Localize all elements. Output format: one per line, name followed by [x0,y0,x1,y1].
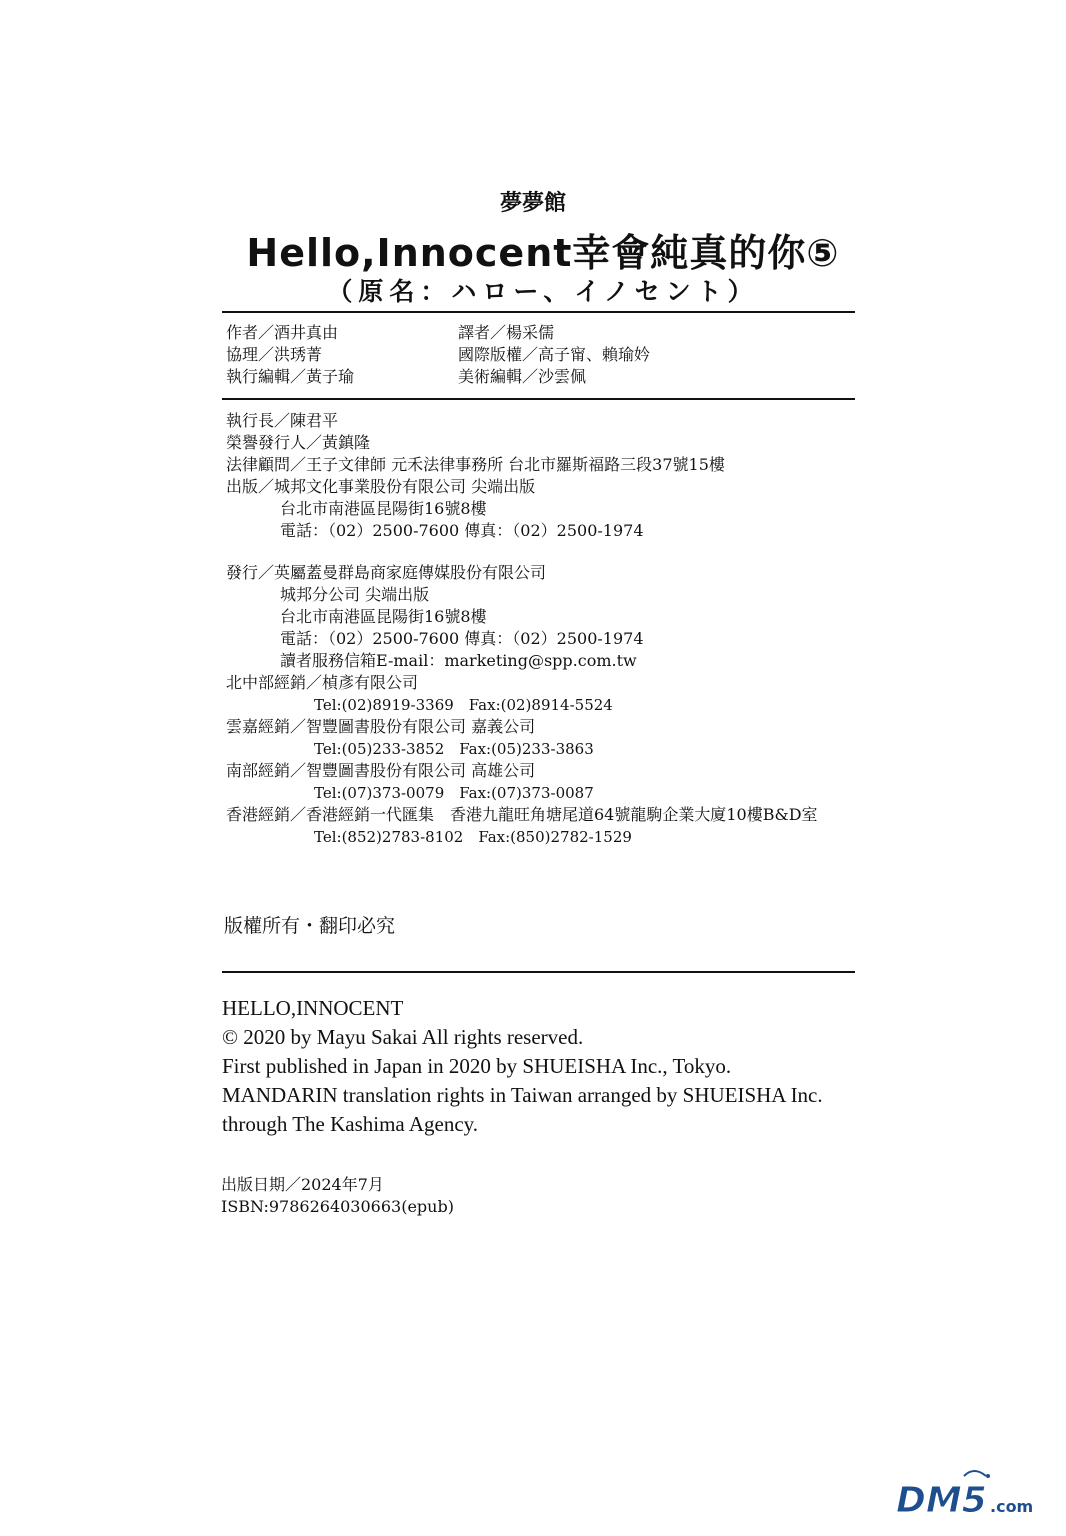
staff-block [226,410,725,542]
credit-manager: 協理／洪琇菁 [226,345,323,364]
divider-credits [222,398,855,400]
credit-author: 作者／酒井真由 [226,323,339,342]
distributor-address: 台北市南港區昆陽街16號8樓 [280,607,487,626]
distribution-block [226,562,818,848]
isbn: ISBN:9786264030663(epub) [221,1197,454,1216]
staff-honorary-publisher: 榮譽發行人／黃鎮隆 [226,433,371,452]
original-title: （原名：ハロー、イノセント） [327,277,759,306]
dm5-watermark-logo [896,1466,1046,1524]
watermark-brand: DM5 [896,1480,987,1520]
publication-date: 出版日期／2024年7月 [221,1175,384,1194]
distributor-branch: 城邦分公司 尖端出版 [280,585,430,604]
watermark-domain: .com [990,1497,1034,1516]
book-title: Hello,Innocent幸會純真的你⑤ [246,231,840,275]
credit-editor: 執行編輯／黃子瑜 [226,367,355,386]
imprint-name: 夢夢館 [499,191,566,216]
regional-chiayi: 雲嘉經銷／智豐圖書股份有限公司 嘉義公司 [226,717,536,736]
english-first-published: First published in Japan in 2020 by SHUEISHA Inc., Tokyo. [222,1054,732,1078]
english-copyright-line: © 2020 by Mayu Sakai All rights reserved. [222,1025,584,1049]
regional-south: 南部經銷／智豐圖書股份有限公司 高雄公司 [226,761,536,780]
credits-left [226,322,354,388]
staff-publisher: 出版／城邦文化事業股份有限公司 尖端出版 [226,477,536,496]
publisher-address: 台北市南港區昆陽街16號8樓 [280,499,487,518]
english-copyright [222,994,823,1139]
copyright-notice: 版權所有・翻印必究 [224,915,396,937]
staff-legal-counsel: 法律顧問／王子文律師 元禾法律事務所 台北市羅斯福路三段37號15樓 [226,455,725,474]
regional-hongkong: 香港經銷／香港經銷一代匯集 香港九龍旺角塘尾道64號龍駒企業大廈10樓B&D室 [226,805,818,824]
distributor-email: 讀者服務信箱E-mail：marketing@spp.com.tw [280,651,637,670]
english-translation-rights: MANDARIN translation rights in Taiwan arranged by SHUEISHA Inc. [222,1083,823,1107]
credit-rights: 國際版權／高子甯、賴瑜妗 [458,345,651,364]
regional-hongkong-contact: Tel:(852)2783-8102 Fax:(850)2782-1529 [314,828,632,846]
publisher-phone: 電話：（02）2500-7600 傳真：（02）2500-1974 [280,521,644,540]
distributor-phone: 電話：（02）2500-7600 傳真：（02）2500-1974 [280,629,644,648]
divider-top [222,311,855,313]
english-agency: through The Kashima Agency. [222,1112,479,1136]
publication-info [221,1174,454,1218]
credit-translator: 譯者／楊采儒 [458,323,555,342]
distributor: 發行／英屬蓋曼群島商家庭傳媒股份有限公司 [226,563,547,582]
regional-chiayi-contact: Tel:(05)233-3852 Fax:(05)233-3863 [314,740,594,758]
divider-bottom [222,971,855,973]
regional-north: 北中部經銷／楨彥有限公司 [226,673,419,692]
regional-south-contact: Tel:(07)373-0079 Fax:(07)373-0087 [314,784,594,802]
credits-right [458,322,650,388]
english-title: HELLO,INNOCENT [222,996,404,1020]
regional-north-contact: Tel:(02)8919-3369 Fax:(02)8914-5524 [314,696,613,714]
staff-ceo: 執行長／陳君平 [226,411,339,430]
credit-art-editor: 美術編輯／沙雲佩 [458,367,587,386]
